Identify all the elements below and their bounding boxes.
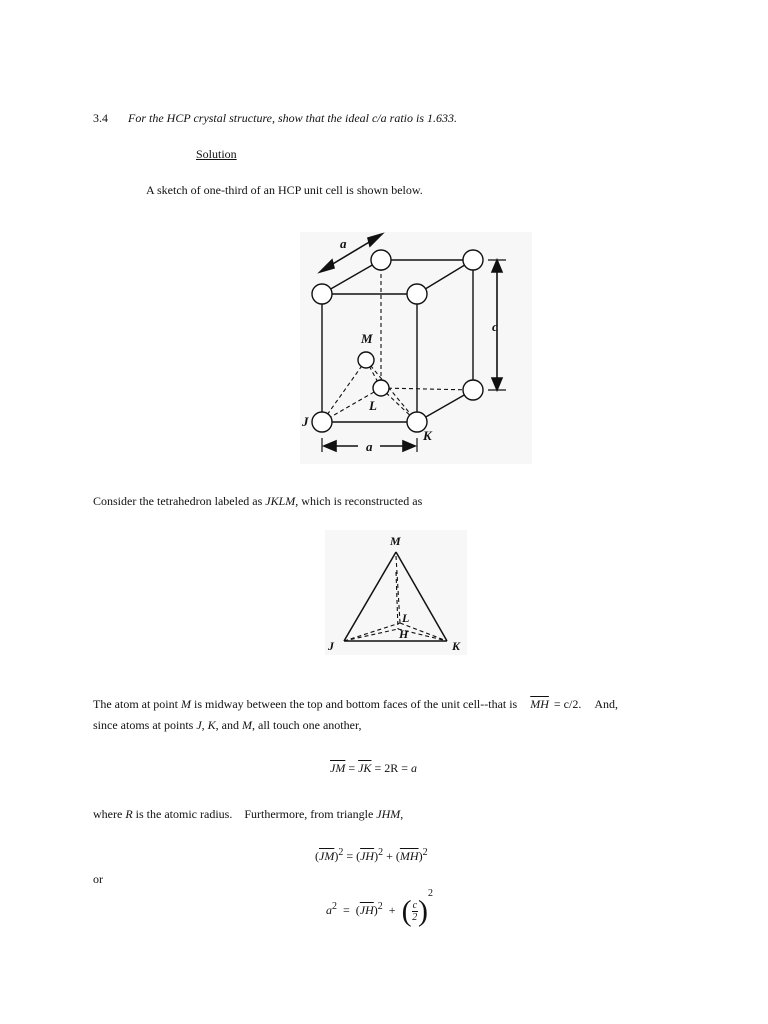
problem-statement bbox=[93, 111, 457, 126]
para1-comma: , bbox=[201, 718, 208, 732]
label-J: J bbox=[302, 414, 309, 429]
para1-eq: = c/2. bbox=[553, 697, 582, 711]
label-K: K bbox=[423, 428, 432, 443]
intro-text: A sketch of one-third of an HCP unit cell is shown below. bbox=[146, 183, 423, 197]
eq3-exp1: 2 bbox=[332, 901, 337, 912]
atom-top-front-left bbox=[312, 284, 332, 304]
label-M: M bbox=[361, 331, 373, 346]
eq3-exp3: 2 bbox=[428, 888, 434, 899]
paragraph-mh-line1 bbox=[93, 697, 618, 712]
para1-and-word: , and bbox=[215, 718, 242, 732]
hcp-unit-cell-figure bbox=[296, 228, 536, 468]
para1-line2-b: , all touch one another, bbox=[252, 718, 362, 732]
eq2-JM: $\overline{JM}$ bbox=[319, 849, 335, 863]
para1-K: K bbox=[207, 718, 216, 732]
problem-text: For the HCP crystal structure, show that the ideal c/a ratio is 1.633. bbox=[128, 111, 457, 125]
para1-M: M bbox=[180, 697, 191, 711]
where-prefix: where bbox=[93, 807, 126, 821]
atom-top-front-right bbox=[407, 284, 427, 304]
atom-top-back-right bbox=[463, 250, 483, 270]
eq1-rest: = 2R = bbox=[371, 761, 411, 775]
para1-text-b: is midway between the top and bottom faces of the unit cell--that is bbox=[190, 697, 518, 711]
eq2-MH: $\overline{MH}$ bbox=[399, 849, 419, 863]
equation-jm-jk bbox=[330, 761, 417, 776]
eq3-a: a bbox=[326, 903, 332, 917]
para1-line2-a: since atoms at points bbox=[93, 718, 197, 732]
eq2-eq: = bbox=[343, 849, 357, 863]
tetra-label-M: M bbox=[390, 534, 401, 548]
atom-bottom-back-right bbox=[463, 380, 483, 400]
label-L: L bbox=[369, 398, 377, 413]
where-text bbox=[93, 807, 403, 822]
eq3-paren-close: ) bbox=[418, 894, 429, 928]
eq3-num: c bbox=[412, 899, 418, 911]
eq2-exp1: 2 bbox=[338, 847, 344, 858]
tetra-label-K: K bbox=[452, 639, 461, 653]
or-text: or bbox=[93, 872, 103, 886]
eq1-eq: = bbox=[345, 761, 359, 775]
equation-pythagoras: $(\overline{JM})^2 = (\overline{JH})^2 + (\overline{MH})^2$ bbox=[315, 847, 428, 863]
eq3-JH: $\overline{JH}$ bbox=[359, 903, 374, 917]
label-a-top: a bbox=[340, 236, 347, 251]
para1-MH: $\overline{MH}$ bbox=[530, 697, 549, 711]
eq2-plus: + bbox=[383, 849, 396, 863]
label-c: c bbox=[492, 319, 498, 334]
equation-a-squared: $a^2 = (\overline{JH})^2$ + ( $\frac{c}{2}$ )$^2$ bbox=[326, 888, 434, 928]
para1-J: J bbox=[196, 718, 202, 732]
tetra-label-H: H bbox=[399, 627, 409, 641]
eq2-JH: $\overline{JH}$ bbox=[360, 849, 375, 863]
label-a-bottom: a bbox=[366, 439, 373, 454]
consider-suffix: , which is reconstructed as bbox=[295, 494, 423, 508]
para1-text-a: The atom at point bbox=[93, 697, 181, 711]
where-end: , bbox=[400, 807, 404, 821]
solution-heading: Solution bbox=[196, 147, 237, 161]
where-mid: is the atomic radius. Furthermore, from triangle bbox=[132, 807, 377, 821]
where-R: R bbox=[125, 807, 133, 821]
para1-M2: M bbox=[242, 718, 252, 732]
eq2-exp3: 2 bbox=[422, 847, 428, 858]
where-JHM: JHM bbox=[376, 807, 401, 821]
tetra-label-L: L bbox=[402, 611, 410, 625]
consider-prefix: Consider the tetrahedron labeled as bbox=[93, 494, 266, 508]
eq3-den: 2 bbox=[412, 911, 418, 923]
consider-text bbox=[93, 494, 422, 509]
eq3-plus: + bbox=[382, 903, 402, 917]
atom-L bbox=[373, 380, 389, 396]
tetra-label-J: J bbox=[328, 639, 334, 653]
problem-number: 3.4 bbox=[93, 111, 108, 125]
eq1-JM: $\overline{JM}$ bbox=[330, 761, 346, 775]
atom-M bbox=[358, 352, 374, 368]
eq1-JK: $\overline{JK}$ bbox=[358, 761, 372, 775]
paragraph-mh-line2 bbox=[93, 718, 361, 733]
eq3-exp2: 2 bbox=[377, 901, 383, 912]
atom-top-back-left bbox=[371, 250, 391, 270]
para1-and: And, bbox=[594, 697, 619, 711]
eq3-eq: = bbox=[337, 903, 356, 917]
atom-J bbox=[312, 412, 332, 432]
eq1-a: a bbox=[411, 761, 417, 775]
eq3-paren-open: ( bbox=[401, 894, 412, 928]
tetrahedron-figure bbox=[322, 528, 472, 658]
eq2-exp2: 2 bbox=[378, 847, 384, 858]
tetrahedron-name: JKLM bbox=[265, 494, 296, 508]
